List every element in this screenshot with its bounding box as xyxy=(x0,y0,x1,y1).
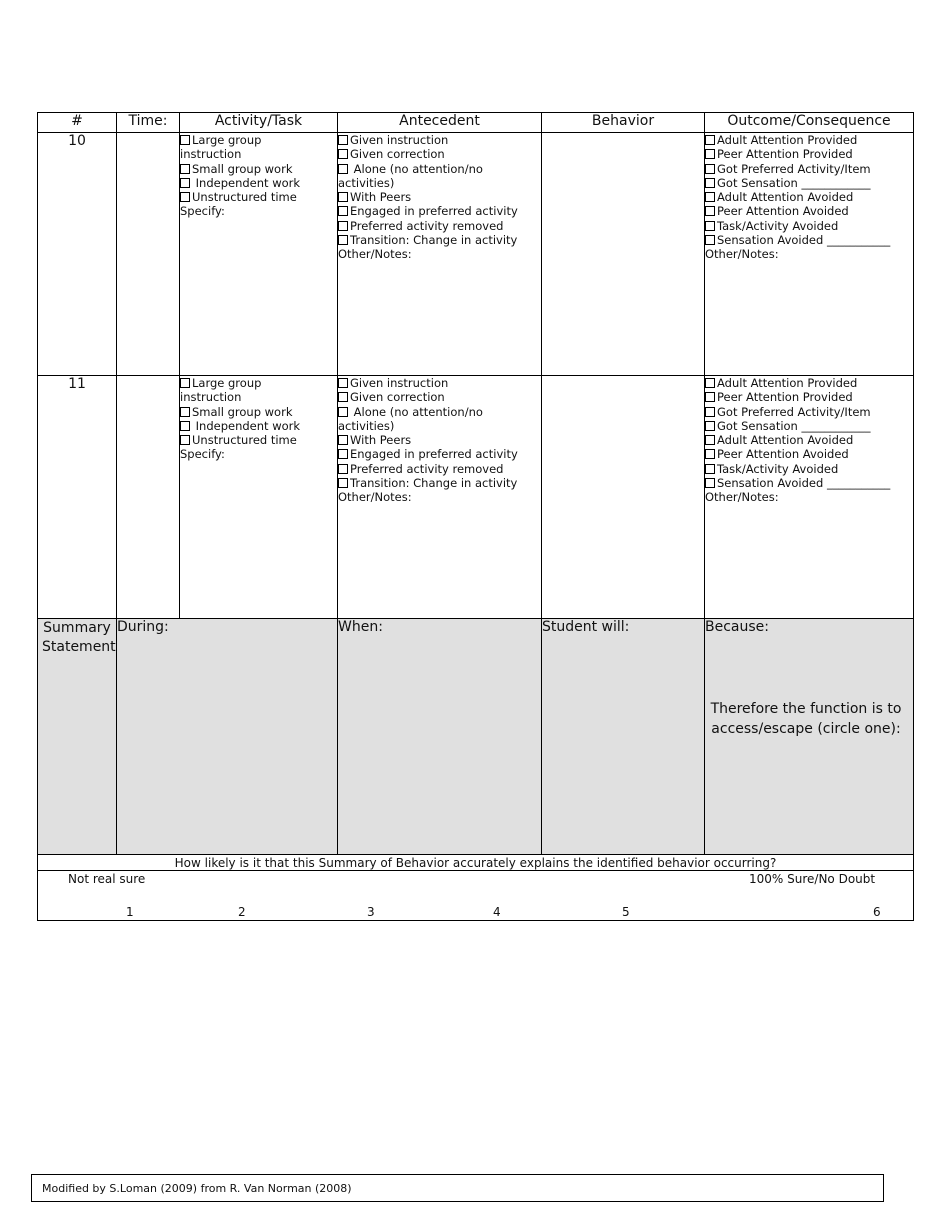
checkbox[interactable] xyxy=(705,164,715,174)
checkbox[interactable] xyxy=(705,392,715,402)
scale-option-6[interactable]: 6 xyxy=(873,905,881,919)
outcome-option[interactable]: Peer Attention Avoided xyxy=(705,447,913,461)
outcome-option[interactable]: Task/Activity Avoided xyxy=(705,219,913,233)
activity-option[interactable]: Unstructured time xyxy=(180,433,337,447)
checkbox[interactable] xyxy=(338,235,348,245)
antecedent-option[interactable]: Preferred activity removed xyxy=(338,219,541,233)
antecedent-option[interactable]: Transition: Change in activity xyxy=(338,233,541,247)
rating-question-row xyxy=(38,855,914,871)
header-row xyxy=(38,113,914,133)
antecedent-option[interactable]: Alone (no attention/no activities) xyxy=(338,404,483,433)
notes-label: Other/Notes: xyxy=(338,247,412,262)
summary-when[interactable]: When: xyxy=(338,619,542,855)
outcome-option[interactable]: Adult Attention Avoided xyxy=(705,190,913,204)
outcome-option[interactable]: Peer Attention Provided xyxy=(705,147,913,161)
header-time: Time: xyxy=(117,113,180,133)
header-outcome: Outcome/Consequence xyxy=(705,113,914,133)
outcome-cell xyxy=(705,133,914,376)
summary-title: Summary Statement xyxy=(38,619,117,855)
outcome-option[interactable]: Peer Attention Provided xyxy=(705,390,913,404)
outcome-option[interactable]: Adult Attention Avoided xyxy=(705,433,913,447)
function-statement: Therefore the function is to access/escape (circle one): xyxy=(710,701,902,737)
summary-during[interactable]: During: xyxy=(117,619,338,855)
checkbox[interactable] xyxy=(180,135,190,145)
outcome-option[interactable]: Task/Activity Avoided xyxy=(705,462,913,476)
checkbox[interactable] xyxy=(338,435,348,445)
antecedent-option[interactable]: Given correction xyxy=(338,147,541,161)
outcome-option[interactable]: Sensation Avoided ___________ xyxy=(705,476,913,490)
checkbox[interactable] xyxy=(705,449,715,459)
activity-option[interactable]: Independent work xyxy=(180,176,337,190)
rating-scale-row xyxy=(38,871,914,921)
antecedent-cell xyxy=(338,376,542,619)
checkbox[interactable] xyxy=(180,178,190,188)
notes-label: Other/Notes: xyxy=(705,490,779,505)
checkbox[interactable] xyxy=(338,407,348,417)
rating-question: How likely is it that this Summary of Behavior accurately explains the identified behavior occurring? xyxy=(38,855,914,871)
outcome-option[interactable]: Got Preferred Activity/Item xyxy=(705,405,913,419)
header-activity: Activity/Task xyxy=(180,113,338,133)
checkbox[interactable] xyxy=(338,392,348,402)
activity-option[interactable]: Small group work xyxy=(180,162,337,176)
checkbox[interactable] xyxy=(705,235,715,245)
checkbox[interactable] xyxy=(705,221,715,231)
scale-option-1[interactable]: 1 xyxy=(126,905,134,919)
checkbox[interactable] xyxy=(705,435,715,445)
activity-option[interactable]: Large group instruction xyxy=(180,133,262,162)
scale-option-3[interactable]: 3 xyxy=(367,905,375,919)
checkbox[interactable] xyxy=(705,206,715,216)
activity-option[interactable]: Small group work xyxy=(180,405,337,419)
checkbox[interactable] xyxy=(338,206,348,216)
footer-credit: Modified by S.Loman (2009) from R. Van Norman (2008) xyxy=(31,1174,884,1202)
antecedent-option[interactable]: Given instruction xyxy=(338,133,541,147)
time-cell[interactable] xyxy=(117,133,180,376)
activity-option[interactable]: Independent work xyxy=(180,419,337,433)
checkbox[interactable] xyxy=(338,478,348,488)
abc-observation-table xyxy=(37,112,914,921)
checkbox[interactable] xyxy=(705,178,715,188)
checkbox[interactable] xyxy=(705,421,715,431)
outcome-option[interactable]: Sensation Avoided ___________ xyxy=(705,233,913,247)
activity-option[interactable]: Large group instruction xyxy=(180,376,262,405)
table-row xyxy=(38,376,914,619)
outcome-option[interactable]: Got Preferred Activity/Item xyxy=(705,162,913,176)
checkbox[interactable] xyxy=(705,149,715,159)
scale-high-label: 100% Sure/No Doubt xyxy=(749,872,876,886)
checkbox[interactable] xyxy=(180,192,190,202)
checkbox[interactable] xyxy=(705,135,715,145)
checkbox[interactable] xyxy=(338,221,348,231)
checkbox[interactable] xyxy=(180,407,190,417)
outcome-option[interactable]: Adult Attention Provided xyxy=(705,376,913,390)
notes-label: Other/Notes: xyxy=(705,247,779,262)
row-number: 11 xyxy=(38,376,117,619)
summary-row xyxy=(38,619,914,855)
antecedent-option[interactable]: With Peers xyxy=(338,190,541,204)
scale-option-5[interactable]: 5 xyxy=(622,905,630,919)
behavior-cell[interactable] xyxy=(542,376,705,619)
outcome-option[interactable]: Peer Attention Avoided xyxy=(705,204,913,218)
checkbox[interactable] xyxy=(338,449,348,459)
header-antecedent: Antecedent xyxy=(338,113,542,133)
antecedent-option[interactable]: With Peers xyxy=(338,433,541,447)
checkbox[interactable] xyxy=(705,192,715,202)
antecedent-option[interactable]: Given instruction xyxy=(338,376,541,390)
checkbox[interactable] xyxy=(338,164,348,174)
checkbox[interactable] xyxy=(180,164,190,174)
row-number: 10 xyxy=(38,133,117,376)
specify-label: Specify: xyxy=(180,204,225,219)
activity-cell xyxy=(180,133,338,376)
scale-option-2[interactable]: 2 xyxy=(238,905,246,919)
scale-option-4[interactable]: 4 xyxy=(493,905,501,919)
antecedent-option[interactable]: Engaged in preferred activity xyxy=(338,204,541,218)
checkbox[interactable] xyxy=(180,378,190,388)
summary-because[interactable]: Because: Therefore the function is to access/escape (circle one): xyxy=(705,619,914,855)
checkbox[interactable] xyxy=(705,378,715,388)
checkbox[interactable] xyxy=(338,464,348,474)
summary-student-will[interactable]: Student will: xyxy=(542,619,705,855)
header-behavior: Behavior xyxy=(542,113,705,133)
checkbox[interactable] xyxy=(338,378,348,388)
checkbox[interactable] xyxy=(705,407,715,417)
outcome-option[interactable]: Got Sensation ____________ xyxy=(705,419,913,433)
notes-label: Other/Notes: xyxy=(338,490,412,505)
checkbox[interactable] xyxy=(338,149,348,159)
checkbox[interactable] xyxy=(338,135,348,145)
antecedent-option[interactable]: Preferred activity removed xyxy=(338,462,541,476)
antecedent-option[interactable]: Engaged in preferred activity xyxy=(338,447,541,461)
rating-scale xyxy=(38,871,913,920)
checkbox[interactable] xyxy=(338,192,348,202)
antecedent-option[interactable]: Alone (no attention/no activities) xyxy=(338,161,483,190)
outcome-option[interactable]: Adult Attention Provided xyxy=(705,133,913,147)
time-cell[interactable] xyxy=(117,376,180,619)
activity-option[interactable]: Unstructured time xyxy=(180,190,337,204)
scale-low-label: Not real sure xyxy=(68,872,146,886)
header-number: # xyxy=(38,113,117,133)
checkbox[interactable] xyxy=(180,435,190,445)
checkbox[interactable] xyxy=(180,421,190,431)
antecedent-option[interactable]: Transition: Change in activity xyxy=(338,476,541,490)
table-row xyxy=(38,133,914,376)
checkbox[interactable] xyxy=(705,478,715,488)
behavior-cell[interactable] xyxy=(542,133,705,376)
antecedent-option[interactable]: Given correction xyxy=(338,390,541,404)
checkbox[interactable] xyxy=(705,464,715,474)
specify-label: Specify: xyxy=(180,447,225,462)
activity-cell xyxy=(180,376,338,619)
antecedent-cell xyxy=(338,133,542,376)
outcome-option[interactable]: Got Sensation ____________ xyxy=(705,176,913,190)
outcome-cell xyxy=(705,376,914,619)
